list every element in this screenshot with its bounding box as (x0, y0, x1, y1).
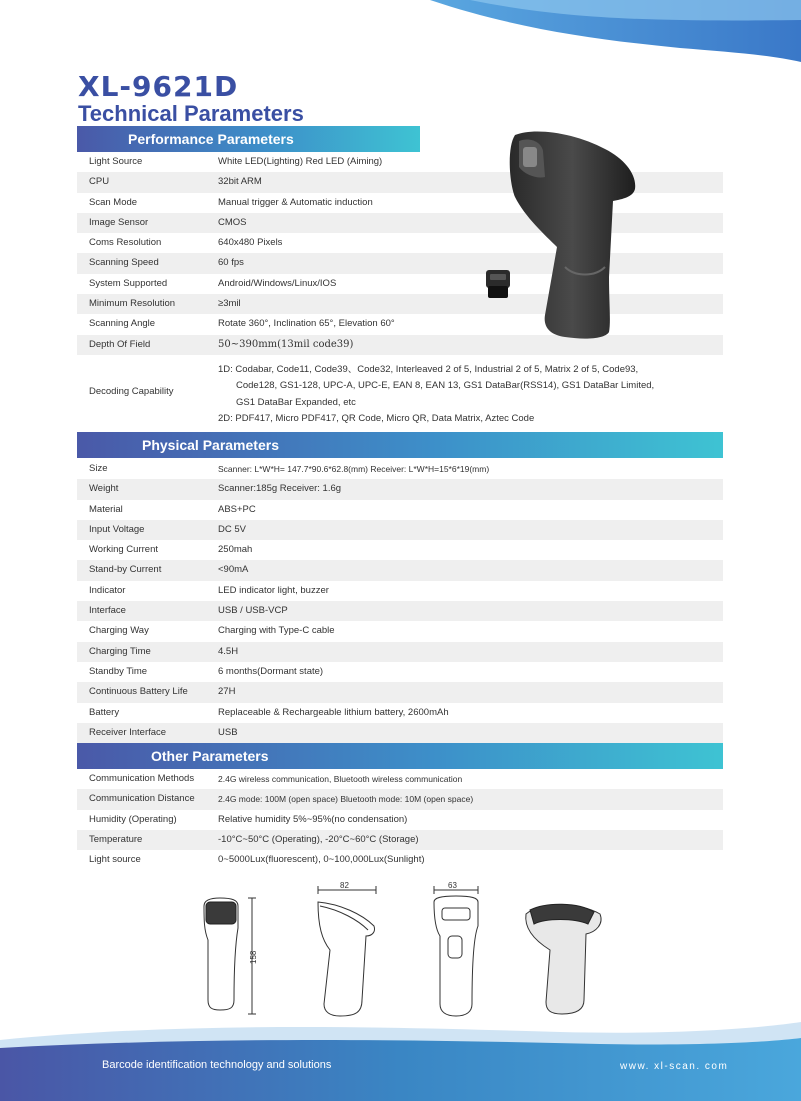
param-value: Manual trigger & Automatic induction (218, 196, 373, 208)
width-dimension-label: 82 (340, 881, 349, 890)
param-value: <90mA (218, 564, 249, 576)
model-title: XL-9621D (78, 70, 239, 103)
other-section-title: Other Parameters (151, 748, 269, 764)
footer-website-link[interactable]: www. xl-scan. com (620, 1061, 729, 1072)
param-name: System Supported (89, 277, 168, 289)
table-row (77, 703, 723, 723)
param-value: 6 months(Dormant state) (218, 665, 324, 677)
table-row (77, 662, 723, 682)
table-row (77, 581, 723, 601)
param-name: Interface (89, 605, 126, 617)
table-row (77, 769, 723, 789)
param-name: Light Source (89, 156, 143, 167)
table-row (77, 500, 723, 520)
param-value: Rotate 360°, Inclination 65°, Elevation 60° (218, 318, 395, 330)
perspective-view-drawing (526, 904, 601, 1014)
table-row (77, 830, 723, 850)
param-name: Receiver Interface (89, 726, 167, 738)
depth-dimension-label: 63 (448, 881, 457, 890)
param-value: ABS+PC (218, 503, 256, 515)
other-table (77, 769, 723, 870)
param-value: 50~390mm(13mil code39) (218, 338, 354, 350)
scanner-product-image (505, 127, 645, 342)
usb-receiver-image (484, 268, 512, 300)
table-row (77, 540, 723, 560)
param-name: Communication Distance (89, 793, 195, 805)
physical-section-header (77, 432, 723, 458)
param-name: Battery (89, 706, 120, 718)
table-row (77, 520, 723, 540)
table-row (77, 723, 723, 743)
table-row (77, 810, 723, 830)
param-value: 0~5000Lux(fluorescent), 0~100,000Lux(Sunlight) (218, 854, 425, 866)
table-row (77, 601, 723, 621)
param-name: Coms Resolution (89, 237, 162, 249)
physical-section-title: Physical Parameters (142, 437, 279, 453)
table-row (77, 642, 723, 662)
decoding-line: 1D: Codabar, Code11, Code39、Code32, Interleaved 2 of 5, Industrial 2 of 5, Matrix 2 of 5, Code93, (218, 363, 639, 375)
top-wave-decoration (0, 0, 801, 80)
param-name: Light source (89, 854, 141, 866)
param-value: Android/Windows/Linux/IOS (218, 277, 337, 289)
param-name: Communication Methods (89, 773, 195, 784)
table-row (77, 850, 723, 870)
bottom-wave-decoration (0, 1010, 801, 1101)
table-row (77, 621, 723, 641)
param-name: Scan Mode (89, 196, 138, 208)
title-block (78, 70, 304, 126)
performance-section-title: Performance Parameters (128, 131, 294, 147)
param-value: ≥3mil (218, 298, 241, 310)
param-value: LED indicator light, buzzer (218, 584, 329, 596)
decoding-line: Code128, GS1-128, UPC-A, UPC-E, EAN 8, EAN 13, GS1 DataBar(RSS14), GS1 DataBar Limited, (236, 380, 655, 392)
footer-tagline: Barcode identification technology and solutions (102, 1059, 332, 1071)
param-value: 640x480 Pixels (218, 237, 283, 249)
side-view-drawing (318, 886, 376, 1016)
param-name: Weight (89, 483, 119, 495)
param-value: 250mah (218, 544, 253, 556)
page-subtitle: Technical Parameters (78, 101, 304, 126)
param-value: Relative humidity 5%~95%(no condensation) (218, 813, 408, 825)
param-value: Scanner:185g Receiver: 1.6g (218, 483, 342, 495)
performance-section-header (77, 126, 420, 152)
param-name: Stand-by Current (89, 564, 162, 576)
param-name: Minimum Resolution (89, 298, 176, 310)
param-value: Scanner: L*W*H= 147.7*90.6*62.8(mm) Receiver: L*W*H=15*6*19(mm) (218, 464, 490, 474)
param-value: DC 5V (218, 523, 246, 535)
param-name: Standby Time (89, 665, 148, 677)
param-value: -10°C~50°C (Operating), -20°C~60°C (Storage) (218, 833, 419, 845)
param-value: Charging with Type-C cable (218, 625, 335, 637)
param-name: Charging Time (89, 645, 151, 657)
height-dimension-label: 158 (249, 950, 258, 964)
param-value: CMOS (218, 216, 247, 228)
param-name: Continuous Battery Life (89, 686, 188, 698)
param-value: 32bit ARM (218, 176, 262, 188)
table-row (77, 682, 723, 702)
param-name: Material (89, 503, 123, 515)
param-name: Depth Of Field (89, 338, 151, 350)
param-name: Scanning Speed (89, 257, 159, 269)
param-name: Temperature (89, 833, 143, 845)
table-row (77, 459, 723, 479)
param-value: 27H (218, 686, 236, 698)
param-value: USB / USB-VCP (218, 605, 288, 617)
param-name: Working Current (89, 544, 158, 556)
other-section-header (77, 743, 723, 769)
param-value: 4.5H (218, 645, 239, 657)
param-name: Charging Way (89, 625, 149, 637)
param-name: Humidity (Operating) (89, 813, 177, 825)
param-name: CPU (89, 176, 110, 188)
param-name: Size (89, 463, 108, 474)
table-row (77, 789, 723, 809)
param-value: USB (218, 726, 238, 738)
param-value: Replaceable & Rechargeable lithium battery, 2600mAh (218, 706, 449, 718)
table-row (77, 560, 723, 580)
decoding-capability-value (218, 362, 718, 428)
param-value: 2.4G mode: 100M (open space) Bluetooth mode: 10M (open space) (218, 794, 474, 805)
param-name: Decoding Capability (89, 385, 174, 397)
param-value: 2.4G wireless communication, Bluetooth wireless communication (218, 774, 463, 784)
param-value: White LED(Lighting) Red LED (Aiming) (218, 156, 383, 167)
param-name: Input Voltage (89, 523, 145, 535)
param-name: Image Sensor (89, 216, 149, 228)
decoding-line: 2D: PDF417, Micro PDF417, QR Code, Micro QR, Data Matrix, Aztec Code (218, 413, 535, 425)
param-name: Indicator (89, 584, 126, 596)
decoding-capability-row (77, 355, 723, 431)
param-value: 60 fps (218, 257, 244, 269)
table-row (77, 479, 723, 499)
param-name: Scanning Angle (89, 318, 156, 330)
physical-table (77, 459, 723, 743)
dimension-views-diagram (190, 880, 640, 1020)
back-view-drawing (434, 886, 478, 1016)
decoding-line: GS1 DataBar Expanded, etc (236, 396, 356, 408)
